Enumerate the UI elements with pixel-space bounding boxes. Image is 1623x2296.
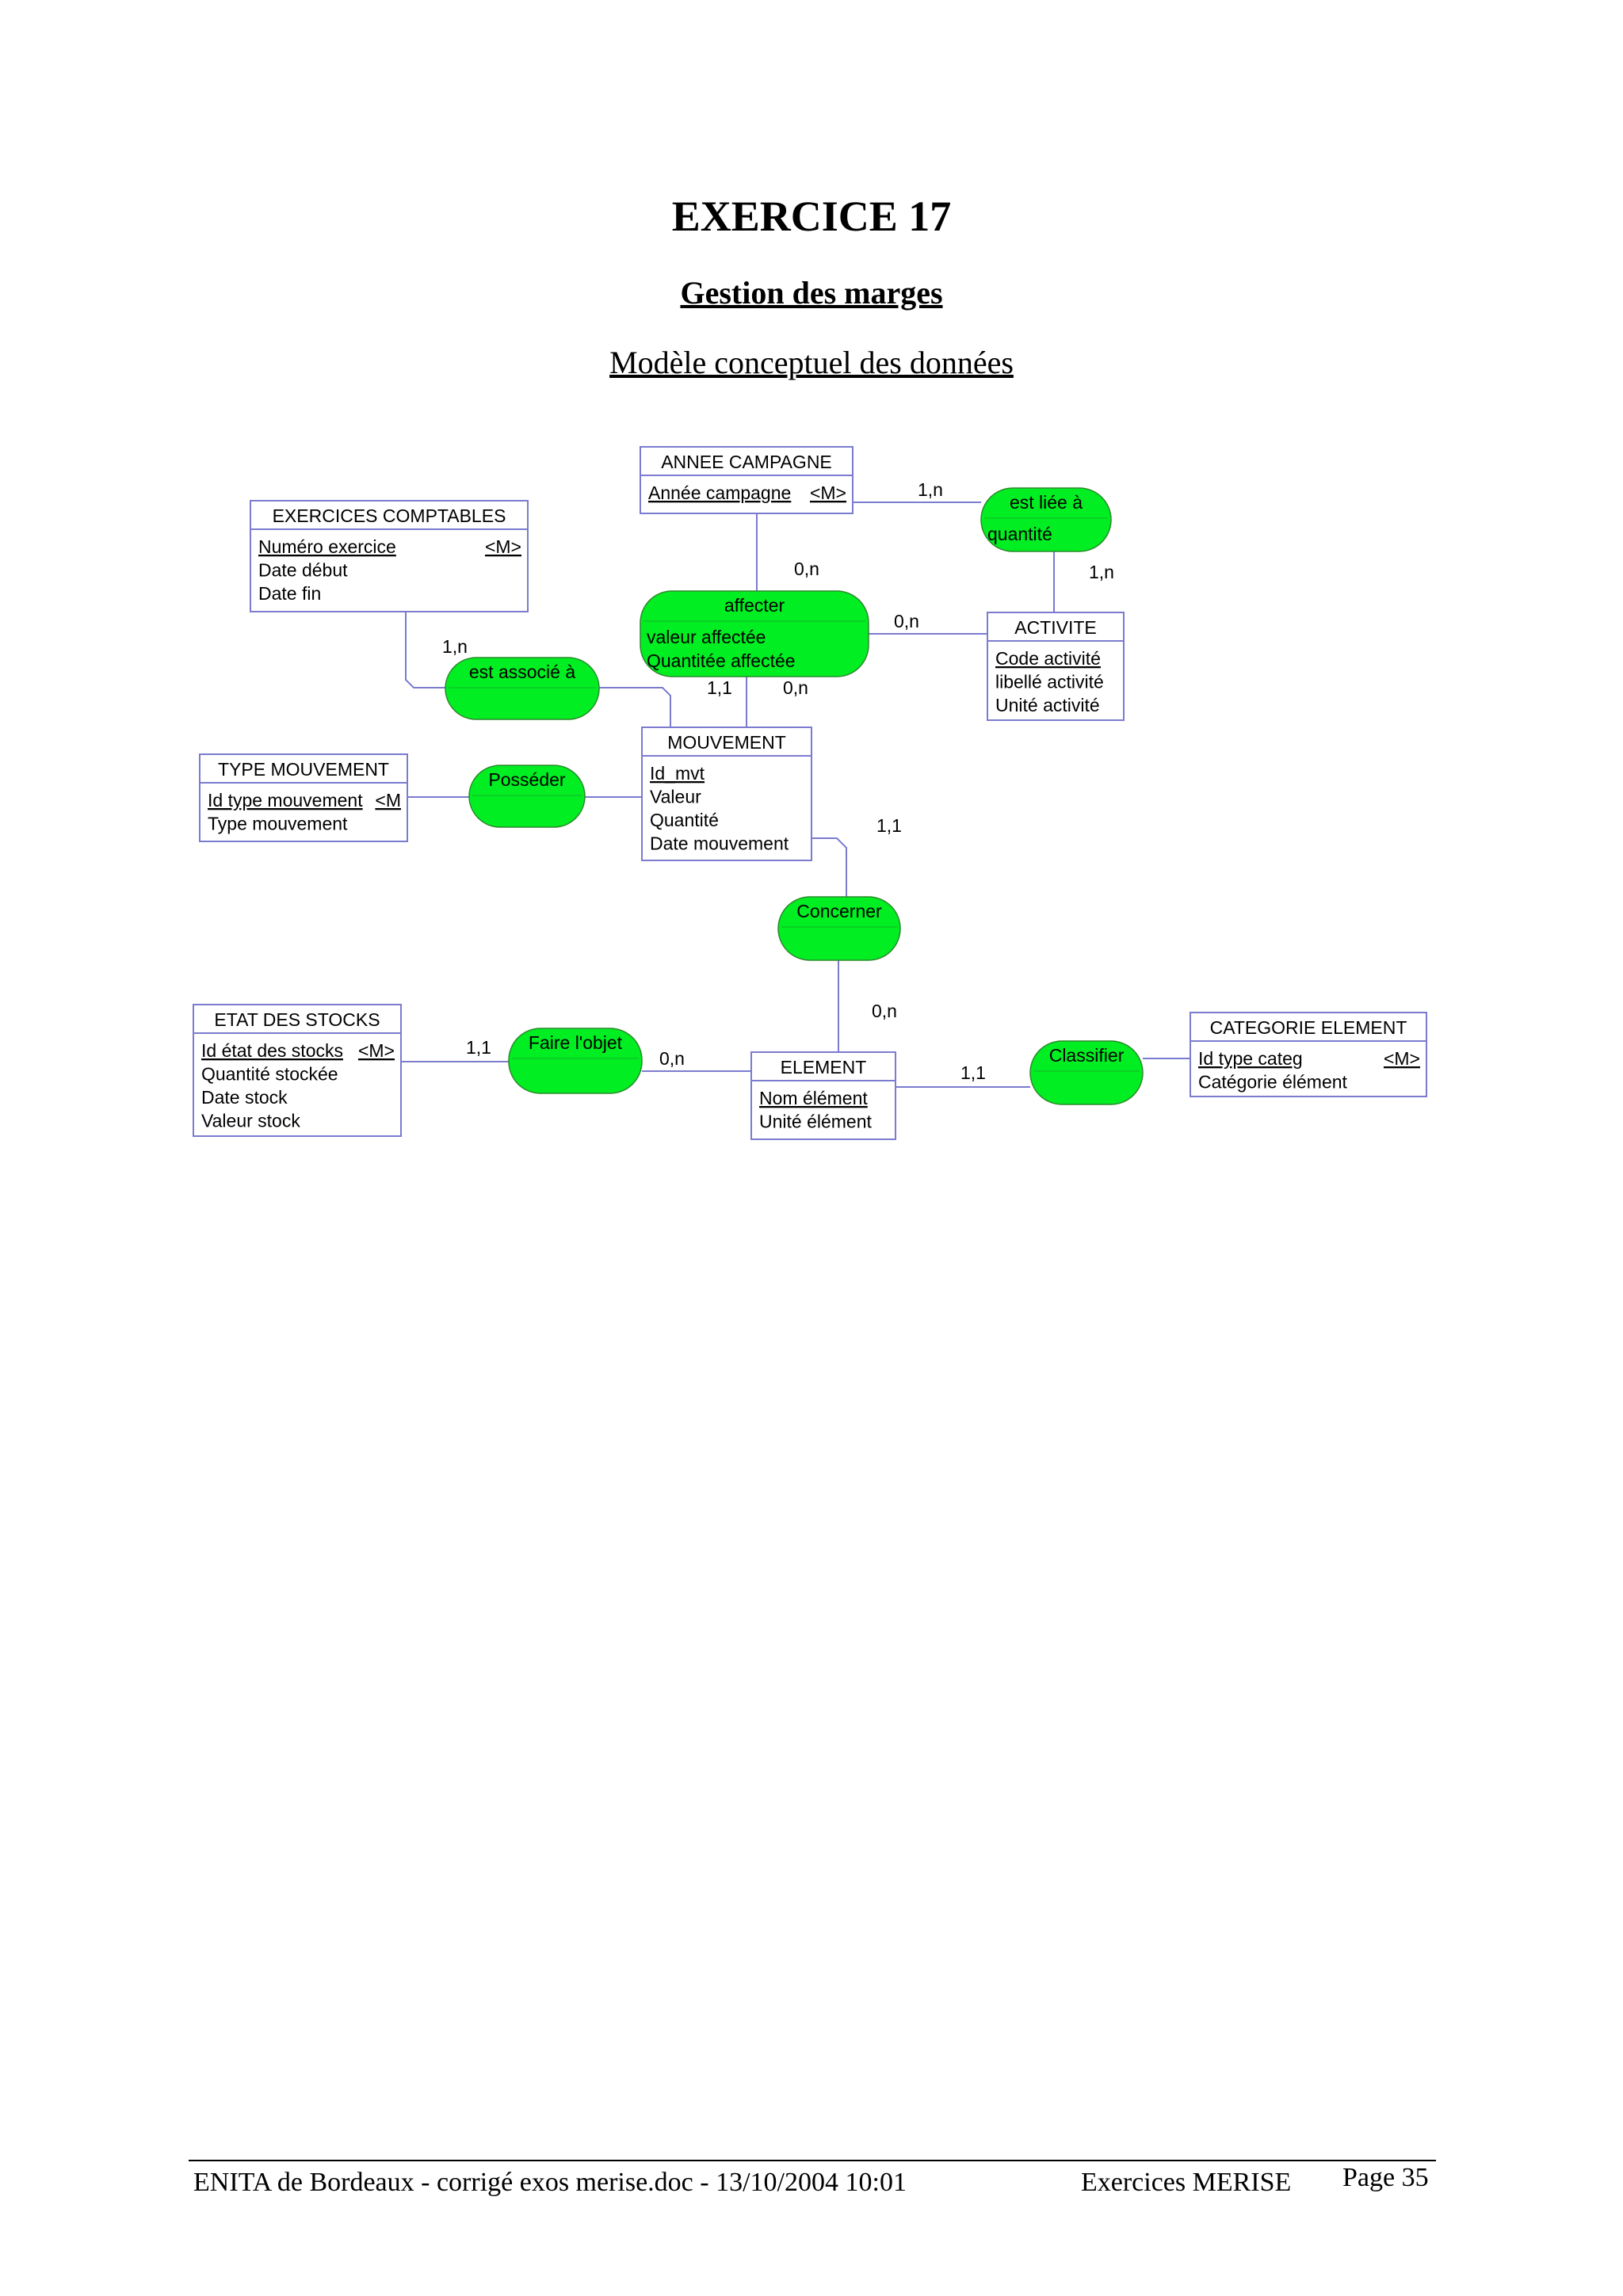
link-estassoc-mouvement bbox=[599, 688, 670, 727]
entity-attribute: Type mouvement bbox=[208, 813, 348, 834]
page-subtitle: Gestion des marges bbox=[680, 275, 943, 311]
mandatory-tag: <M> bbox=[484, 536, 521, 557]
association-concerner bbox=[778, 897, 900, 960]
association-est-associe-a bbox=[445, 658, 599, 719]
cardinality-mouvement-concerner: 1,1 bbox=[876, 815, 902, 836]
entity-name: ANNEE CAMPAGNE bbox=[661, 452, 832, 472]
entity-name: ETAT DES STOCKS bbox=[214, 1009, 380, 1030]
entity-key-attribute: Id état des stocks bbox=[201, 1040, 343, 1061]
entity-key-attribute: Id type mouvement bbox=[208, 790, 363, 810]
association-affecter bbox=[640, 591, 869, 677]
mandatory-tag: <M> bbox=[1383, 1048, 1420, 1069]
footer-left: ENITA de Bordeaux - corrigé exos merise.doc - 13/10/2004 10:01 bbox=[193, 2168, 907, 2197]
footer-center: Exercices MERISE bbox=[1081, 2168, 1292, 2197]
association-faire-l-objet bbox=[509, 1028, 642, 1093]
entity-key-attribute: Id type categ bbox=[1198, 1048, 1303, 1069]
cardinality-activite-affecter: 0,n bbox=[894, 611, 919, 631]
entity-element bbox=[751, 1052, 896, 1139]
entity-key-attribute: Id_mvt bbox=[650, 763, 705, 784]
mandatory-tag: <M bbox=[375, 790, 401, 810]
association-classifier bbox=[1030, 1041, 1143, 1104]
association-attribute: quantité bbox=[987, 524, 1052, 544]
page-title: EXERCICE 17 bbox=[671, 193, 952, 240]
association-name: Posséder bbox=[488, 769, 566, 790]
entity-attribute: libellé activité bbox=[995, 671, 1104, 692]
entity-name: CATEGORIE ELEMENT bbox=[1209, 1017, 1407, 1038]
link-exercices-estassoc bbox=[406, 612, 445, 688]
entity-attribute: Valeur bbox=[650, 786, 701, 807]
entity-annee-campagne bbox=[640, 447, 853, 513]
entity-activite bbox=[987, 612, 1124, 720]
cardinality-element-faireobjet: 0,n bbox=[659, 1048, 685, 1069]
association-name: est associé à bbox=[468, 662, 576, 682]
entity-attribute: Valeur stock bbox=[201, 1110, 300, 1131]
entity-name: EXERCICES COMPTABLES bbox=[272, 505, 506, 526]
entity-attribute: Unité activité bbox=[995, 695, 1100, 715]
association-name: Classifier bbox=[1048, 1045, 1125, 1066]
cardinality-exercices-estassocie: 1,n bbox=[442, 636, 468, 657]
cardinality-annee-estliee: 1,n bbox=[918, 479, 943, 500]
entity-attribute: Date fin bbox=[258, 583, 322, 604]
entity-attribute: Catégorie élément bbox=[1198, 1071, 1347, 1093]
cardinality-mouvement-affecter: 0,n bbox=[783, 677, 808, 698]
cardinality-annee-affecter: 0,n bbox=[794, 559, 819, 579]
entity-key-attribute: Nom élément bbox=[759, 1088, 868, 1108]
association-attribute: valeur affectée bbox=[647, 627, 766, 647]
association-name: affecter bbox=[724, 595, 785, 616]
shapes bbox=[193, 447, 1426, 1139]
entity-key-attribute: Année campagne bbox=[648, 482, 792, 503]
footer-rule bbox=[189, 2160, 1436, 2161]
association-attribute: Quantitée affectée bbox=[647, 650, 796, 671]
association-est-liee-a bbox=[981, 488, 1111, 551]
entity-attribute: Date stock bbox=[201, 1087, 288, 1108]
entity-attribute: Quantité stockée bbox=[201, 1063, 338, 1085]
cardinality-etat-faireobjet: 1,1 bbox=[466, 1037, 491, 1058]
cardinality-activite-estliee: 1,n bbox=[1089, 562, 1114, 582]
mandatory-tag: <M> bbox=[809, 482, 846, 503]
entity-name: ACTIVITE bbox=[1014, 617, 1097, 638]
entity-name: ELEMENT bbox=[780, 1057, 867, 1077]
entity-name: TYPE MOUVEMENT bbox=[218, 759, 389, 780]
entity-key-attribute: Numéro exercice bbox=[258, 536, 396, 557]
cardinality-element-classifier: 1,1 bbox=[960, 1062, 986, 1083]
entity-attribute: Date mouvement bbox=[650, 833, 789, 854]
entity-key-attribute: Code activité bbox=[995, 648, 1101, 669]
association-name: Faire l'objet bbox=[528, 1032, 623, 1053]
entity-attribute: Date début bbox=[258, 559, 348, 581]
entity-etat-des-stocks bbox=[193, 1005, 401, 1136]
section-title: Modèle conceptuel des données bbox=[609, 345, 1014, 380]
entity-attribute: Unité élément bbox=[759, 1111, 872, 1132]
cardinality-mouvement-estassocie: 1,1 bbox=[707, 677, 732, 698]
footer-page: Page 35 bbox=[1342, 2163, 1429, 2192]
association-name: est liée à bbox=[1009, 492, 1083, 513]
entity-categorie-element bbox=[1190, 1013, 1426, 1097]
entity-attribute: Quantité bbox=[650, 810, 719, 830]
entity-type-mouvement bbox=[200, 754, 407, 841]
mandatory-tag: <M> bbox=[357, 1040, 395, 1061]
association-name: Concerner bbox=[796, 901, 882, 921]
link-mouvement-concerner bbox=[812, 838, 846, 897]
entity-name: MOUVEMENT bbox=[667, 732, 786, 753]
cardinality-element-concerner: 0,n bbox=[872, 1001, 897, 1021]
entity-exercices-comptables bbox=[250, 501, 528, 612]
entity-mouvement bbox=[642, 727, 812, 860]
association-posseder bbox=[469, 765, 585, 827]
